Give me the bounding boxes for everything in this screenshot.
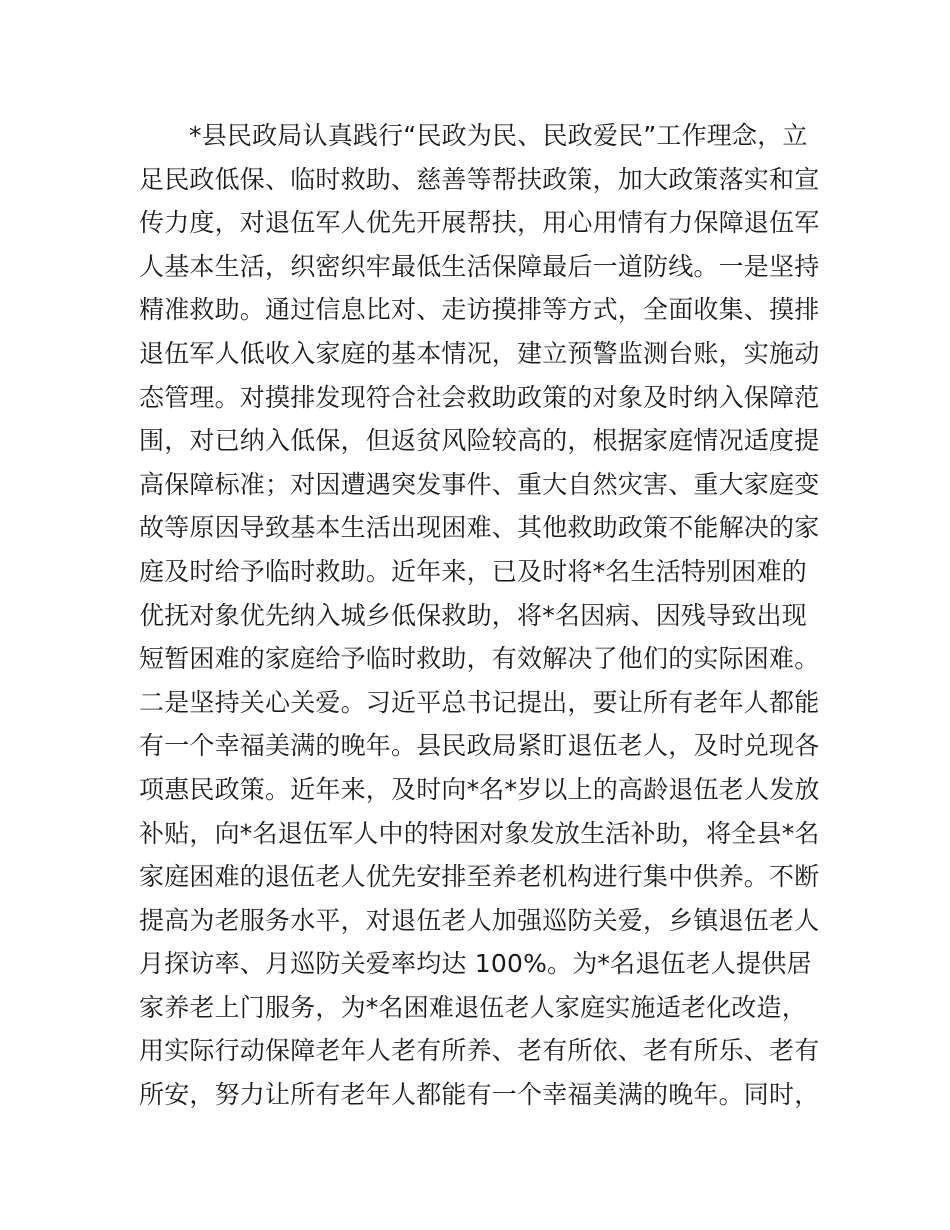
text-line: 退伍军人低收入家庭的基本情况，建立预警监测台账，实施动 <box>139 338 820 368</box>
body-paragraph <box>139 114 819 1117</box>
text-line: 提高为老服务水平，对退伍老人加强巡防关爱，乡镇退伍老人 <box>139 905 820 935</box>
text-line: 短暂困难的家庭给予临时救助，有效解决了他们的实际困难。 <box>139 644 820 674</box>
text-line: 足民政低保、临时救助、慈善等帮扶政策，加大政策落实和宣 <box>139 164 820 194</box>
text-line: 补贴，向*名退伍军人中的特困对象发放生活补助，将全县*名 <box>139 818 820 848</box>
text-line: *县民政局认真践行“民政为民、民政爱民”工作理念，立 <box>189 121 808 150</box>
text-line: 优抚对象优先纳入城乡低保救助，将*名因病、因残导致出现 <box>139 600 807 630</box>
text-line: 有一个幸福美满的晚年。县民政局紧盯退伍老人，及时兑现各 <box>139 731 820 761</box>
text-line: 围，对已纳入低保，但返贫风险较高的，根据家庭情况适度提 <box>139 426 820 456</box>
text-line: 精准救助。通过信息比对、走访摸排等方式，全面收集、摸排 <box>139 295 820 325</box>
text-line: 用实际行动保障老年人老有所养、老有所依、老有所乐、老有 <box>139 1036 820 1066</box>
text-line: 人基本生活，织密织牢最低生活保障最后一道防线。一是坚持 <box>139 251 820 281</box>
text-line: 故等原因导致基本生活出现困难、其他救助政策不能解决的家 <box>139 513 820 543</box>
text-line: 高保障标准；对因遭遇突发事件、重大自然灾害、重大家庭变 <box>139 469 820 499</box>
text-line: 庭及时给予临时救助。近年来，已及时将*名生活特别困难的 <box>139 556 807 586</box>
text-line: 家庭困难的退伍老人优先安排至养老机构进行集中供养。不断 <box>139 862 820 892</box>
text-line: 项惠民政策。近年来，及时向*名*岁以上的高龄退伍老人发放 <box>139 774 820 804</box>
text-line: 二是坚持关心关爱。习近平总书记提出，要让所有老年人都能 <box>139 687 820 717</box>
text-line: 月探访率、月巡防关爱率均达 100%。为*名退伍老人提供居 <box>139 949 812 979</box>
text-line: 态管理。对摸排发现符合社会救助政策的对象及时纳入保障范 <box>139 382 820 412</box>
text-line: 家养老上门服务，为*名困难退伍老人家庭实施适老化改造， <box>139 992 807 1022</box>
text-line: 所安，努力让所有老年人都能有一个幸福美满的晚年。同时， <box>139 1080 820 1110</box>
text-line: 传力度，对退伍军人优先开展帮扶，用心用情有力保障退伍军 <box>139 208 820 238</box>
